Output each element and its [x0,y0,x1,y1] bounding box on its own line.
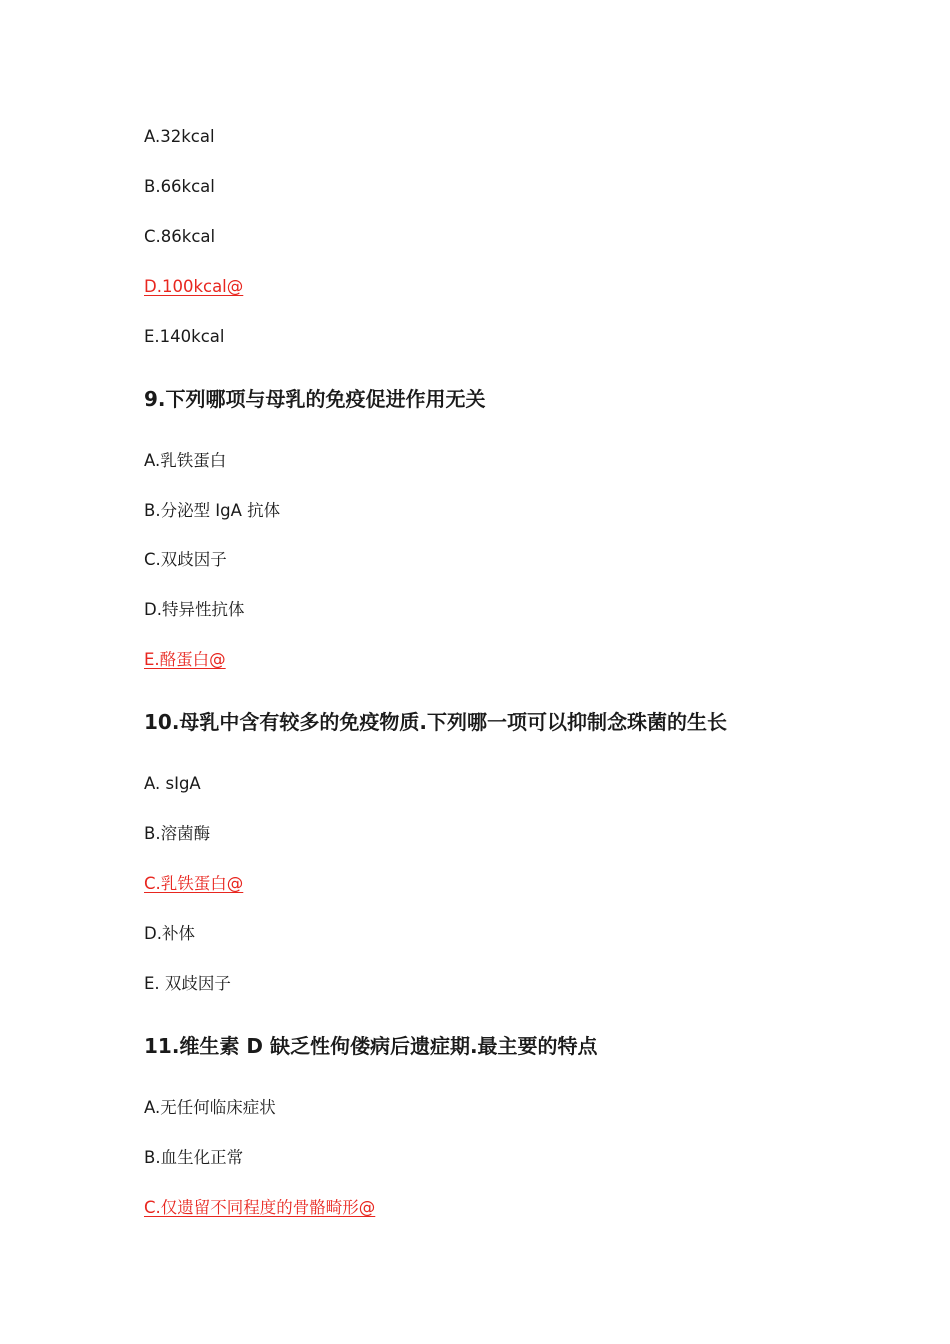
option-line: E.140kcal [144,327,225,346]
option-line: B.分泌型 IgA 抗体 [144,501,281,520]
correct-option-line: C.乳铁蛋白@ [144,874,244,893]
question-heading: 11.维生素 D 缺乏性佝偻病后遗症期.最主要的特点 [144,1034,598,1058]
option-line: A.无任何临床症状 [144,1098,276,1117]
option-line: A.32kcal [144,127,215,146]
option-line: D.特异性抗体 [144,600,245,619]
correct-option-line: D.100kcal@ [144,277,244,296]
correct-option-line: C.仅遗留不同程度的骨骼畸形@ [144,1198,376,1217]
option-line: C.86kcal [144,227,216,246]
option-line: A. sIgA [144,774,201,793]
option-line: B.66kcal [144,177,215,196]
correct-option-line: E.酪蛋白@ [144,650,226,669]
option-line: E. 双歧因子 [144,974,231,993]
option-line: B.溶菌酶 [144,824,211,843]
question-heading: 10.母乳中含有较多的免疫物质.下列哪一项可以抑制念珠菌的生长 [144,710,728,734]
question-heading: 9.下列哪项与母乳的免疫促进作用无关 [144,387,486,411]
option-line: B.血生化正常 [144,1148,244,1167]
option-line: A.乳铁蛋白 [144,451,227,470]
option-line: C.双歧因子 [144,550,227,569]
option-line: D.补体 [144,924,195,943]
